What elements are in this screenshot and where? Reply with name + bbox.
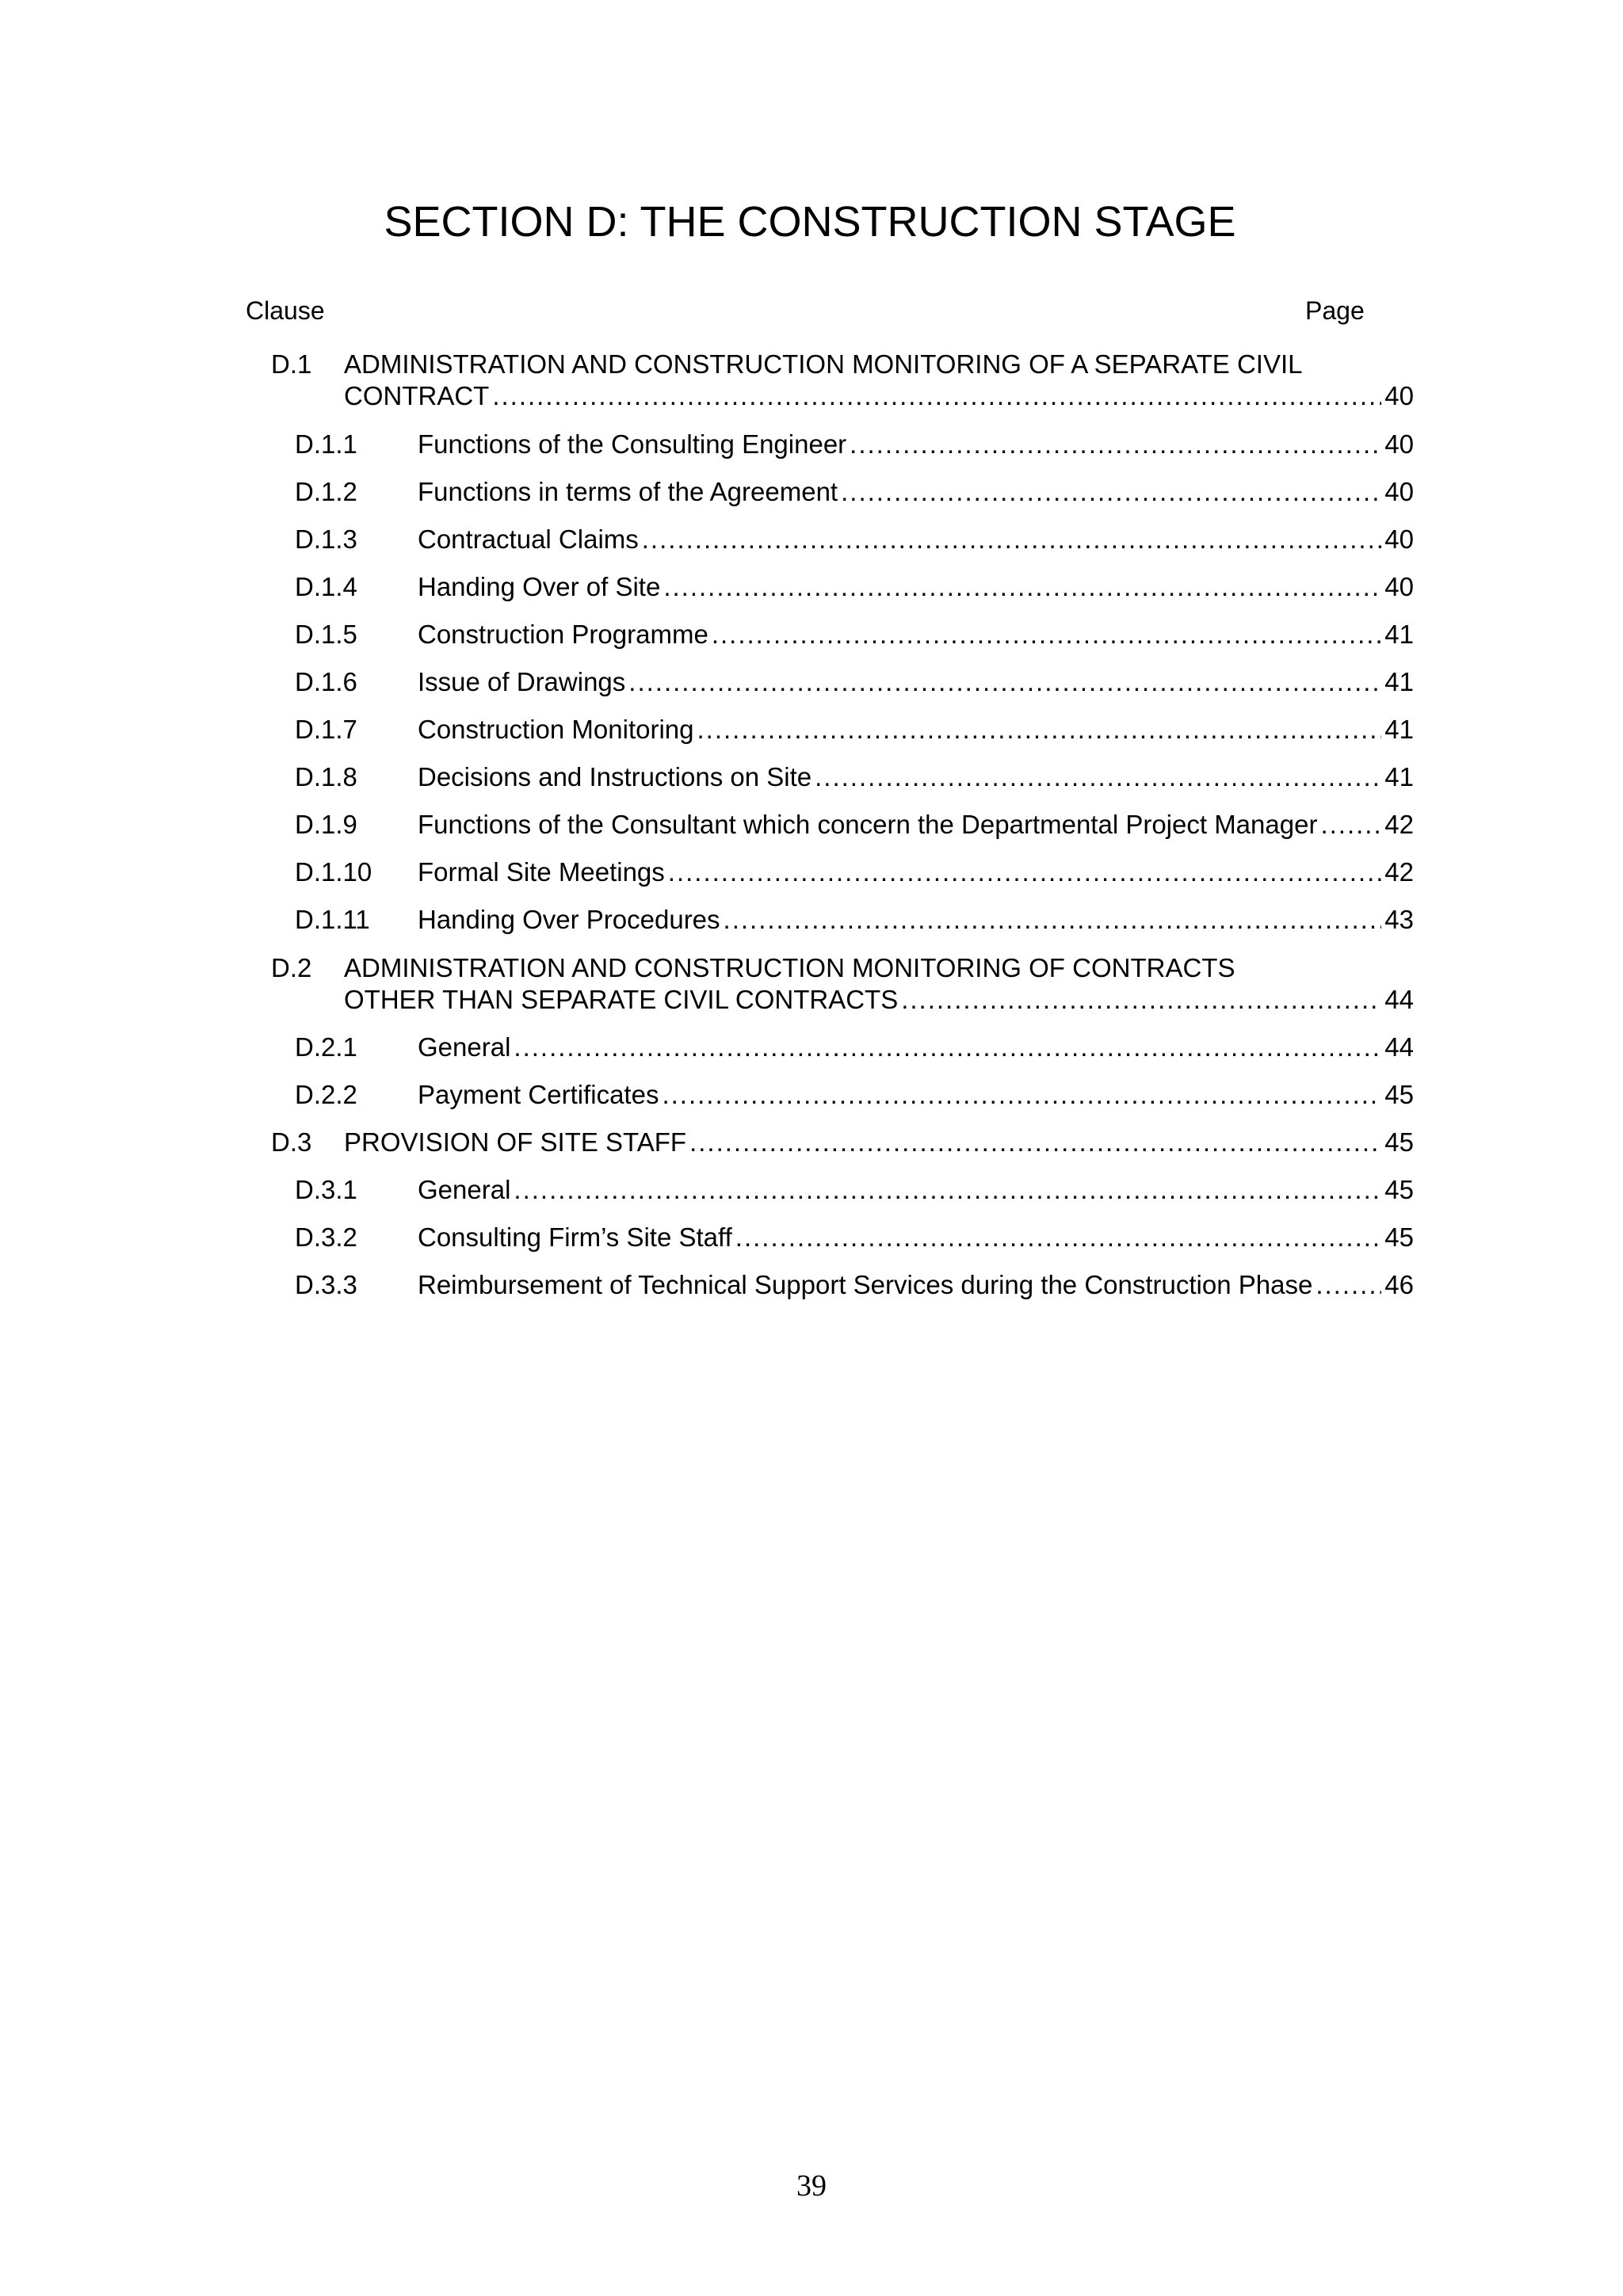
page-column-header: Page [1305,296,1365,325]
toc-entry-page: 42 [1384,810,1414,839]
toc-entry-title: Payment Certificates [418,1080,659,1109]
toc-entry-page: 42 [1384,857,1414,887]
toc-entry-number: D.1.11 [295,905,370,934]
dot-leader [1320,809,1381,841]
toc-entry-number: D.1.3 [295,524,357,554]
toc-entry-page: 40 [1384,572,1414,601]
dot-leader [815,761,1381,793]
toc-entry-page: 41 [1384,620,1414,649]
dot-leader [1316,1269,1381,1301]
dot-leader [712,619,1381,650]
dot-leader [850,429,1381,460]
toc-entry-page: 41 [1384,762,1414,791]
toc-entry-number: D.3 [271,1127,312,1157]
toc-entry-number: D.1.9 [295,810,357,839]
toc-entry-title: Functions of the Consultant which concern the Departmental Project Manager [418,810,1318,839]
toc-entry[interactable] [418,571,1414,603]
toc-entry-number: D.1 [271,349,312,379]
dot-leader [841,476,1381,508]
toc-entry[interactable] [418,524,1414,555]
toc-entry-number: D.1.1 [295,429,357,459]
toc-entry-page: 45 [1384,1080,1414,1109]
toc-entry-title: Consulting Firm’s Site Staff [418,1222,732,1252]
toc-entry[interactable] [418,429,1414,460]
toc-entry-page: 41 [1384,667,1414,696]
dot-leader [663,571,1381,603]
toc-entry-page: 41 [1384,715,1414,744]
toc-entry[interactable] [418,666,1414,698]
toc-entry-number: D.2 [271,953,312,982]
toc-entry-title: Functions of the Consulting Engineer [418,429,847,459]
toc-entry-title: Decisions and Instructions on Site [418,762,812,791]
toc-entry-title: Reimbursement of Technical Support Services during the Construction Phase [418,1270,1313,1299]
toc-entry-title: CONTRACT [344,381,490,410]
dot-leader [668,856,1382,888]
dot-leader [492,380,1381,412]
toc-entry-title: Contractual Claims [418,524,639,554]
toc-entry-number: D.3.1 [295,1175,357,1204]
toc-entry-page: 43 [1384,905,1414,934]
toc-entry-number: D.1.2 [295,477,357,506]
toc-entry[interactable] [418,904,1414,936]
toc-entry-number: D.1.4 [295,572,357,601]
toc-entry-title: General [418,1032,511,1062]
toc-entry[interactable] [418,1222,1414,1253]
toc-entry-title: PROVISION OF SITE STAFF [344,1127,687,1157]
toc-entry-page: 40 [1384,429,1414,459]
toc-entry[interactable] [344,984,1414,1016]
toc-entry-page: 40 [1384,477,1414,506]
dot-leader [628,666,1381,698]
toc-entry-page: 40 [1384,524,1414,554]
toc-entry-number: D.1.6 [295,667,357,696]
dot-leader [514,1032,1381,1063]
page-number: 39 [796,2169,827,2203]
toc-entry-page: 40 [1384,381,1414,410]
toc-entry[interactable] [418,809,1414,841]
dot-leader [901,984,1381,1016]
toc-entry-title-line1: ADMINISTRATION AND CONSTRUCTION MONITORING OF A SEPARATE CIVIL [344,349,1303,379]
toc-entry-page: 45 [1384,1127,1414,1157]
toc-entry-number: D.1.10 [295,857,372,887]
dot-leader [697,714,1382,746]
toc-entry[interactable] [418,1174,1414,1206]
toc-entry-title: Construction Programme [418,620,708,649]
toc-entry-title: Handing Over of Site [418,572,661,601]
toc-entry-number: D.2.2 [295,1080,357,1109]
toc-entry[interactable] [418,761,1414,793]
toc-entry[interactable] [344,1127,1414,1158]
toc-entry-number: D.3.2 [295,1222,357,1252]
toc-entry-page: 44 [1384,1032,1414,1062]
dot-leader [735,1222,1382,1253]
toc-entry[interactable] [418,476,1414,508]
toc-entry-number: D.1.7 [295,715,357,744]
toc-entry-title: Issue of Drawings [418,667,626,696]
toc-entry-page: 45 [1384,1222,1414,1252]
toc-entry[interactable] [418,1079,1414,1111]
toc-entry-title-line1: ADMINISTRATION AND CONSTRUCTION MONITORING OF CONTRACTS [344,953,1235,982]
toc-entry[interactable] [344,380,1414,412]
toc-entry[interactable] [418,1032,1414,1063]
toc-entry-number: D.2.1 [295,1032,357,1062]
toc-entry[interactable] [418,619,1414,650]
toc-entry[interactable] [418,1269,1414,1301]
dot-leader [642,524,1382,555]
dot-leader [689,1127,1381,1158]
dot-leader [724,904,1382,936]
toc-entry-title: Handing Over Procedures [418,905,720,934]
toc-entry-title: OTHER THAN SEPARATE CIVIL CONTRACTS [344,985,899,1014]
dot-leader [662,1079,1381,1111]
page-title: SECTION D: THE CONSTRUCTION STAGE [384,198,1236,246]
toc-entry-page: 45 [1384,1175,1414,1204]
toc-entry-number: D.3.3 [295,1270,357,1299]
toc-entry-title: Functions in terms of the Agreement [418,477,838,506]
dot-leader [514,1174,1381,1206]
toc-entry-page: 44 [1384,985,1414,1014]
toc-entry-number: D.1.8 [295,762,357,791]
toc-entry-title: Construction Monitoring [418,715,694,744]
toc-entry-page: 46 [1384,1270,1414,1299]
toc-entry[interactable] [418,714,1414,746]
clause-column-header: Clause [246,296,325,325]
toc-entry-title: Formal Site Meetings [418,857,665,887]
toc-entry[interactable] [418,856,1414,888]
toc-entry-title: General [418,1175,511,1204]
toc-entry-number: D.1.5 [295,620,357,649]
